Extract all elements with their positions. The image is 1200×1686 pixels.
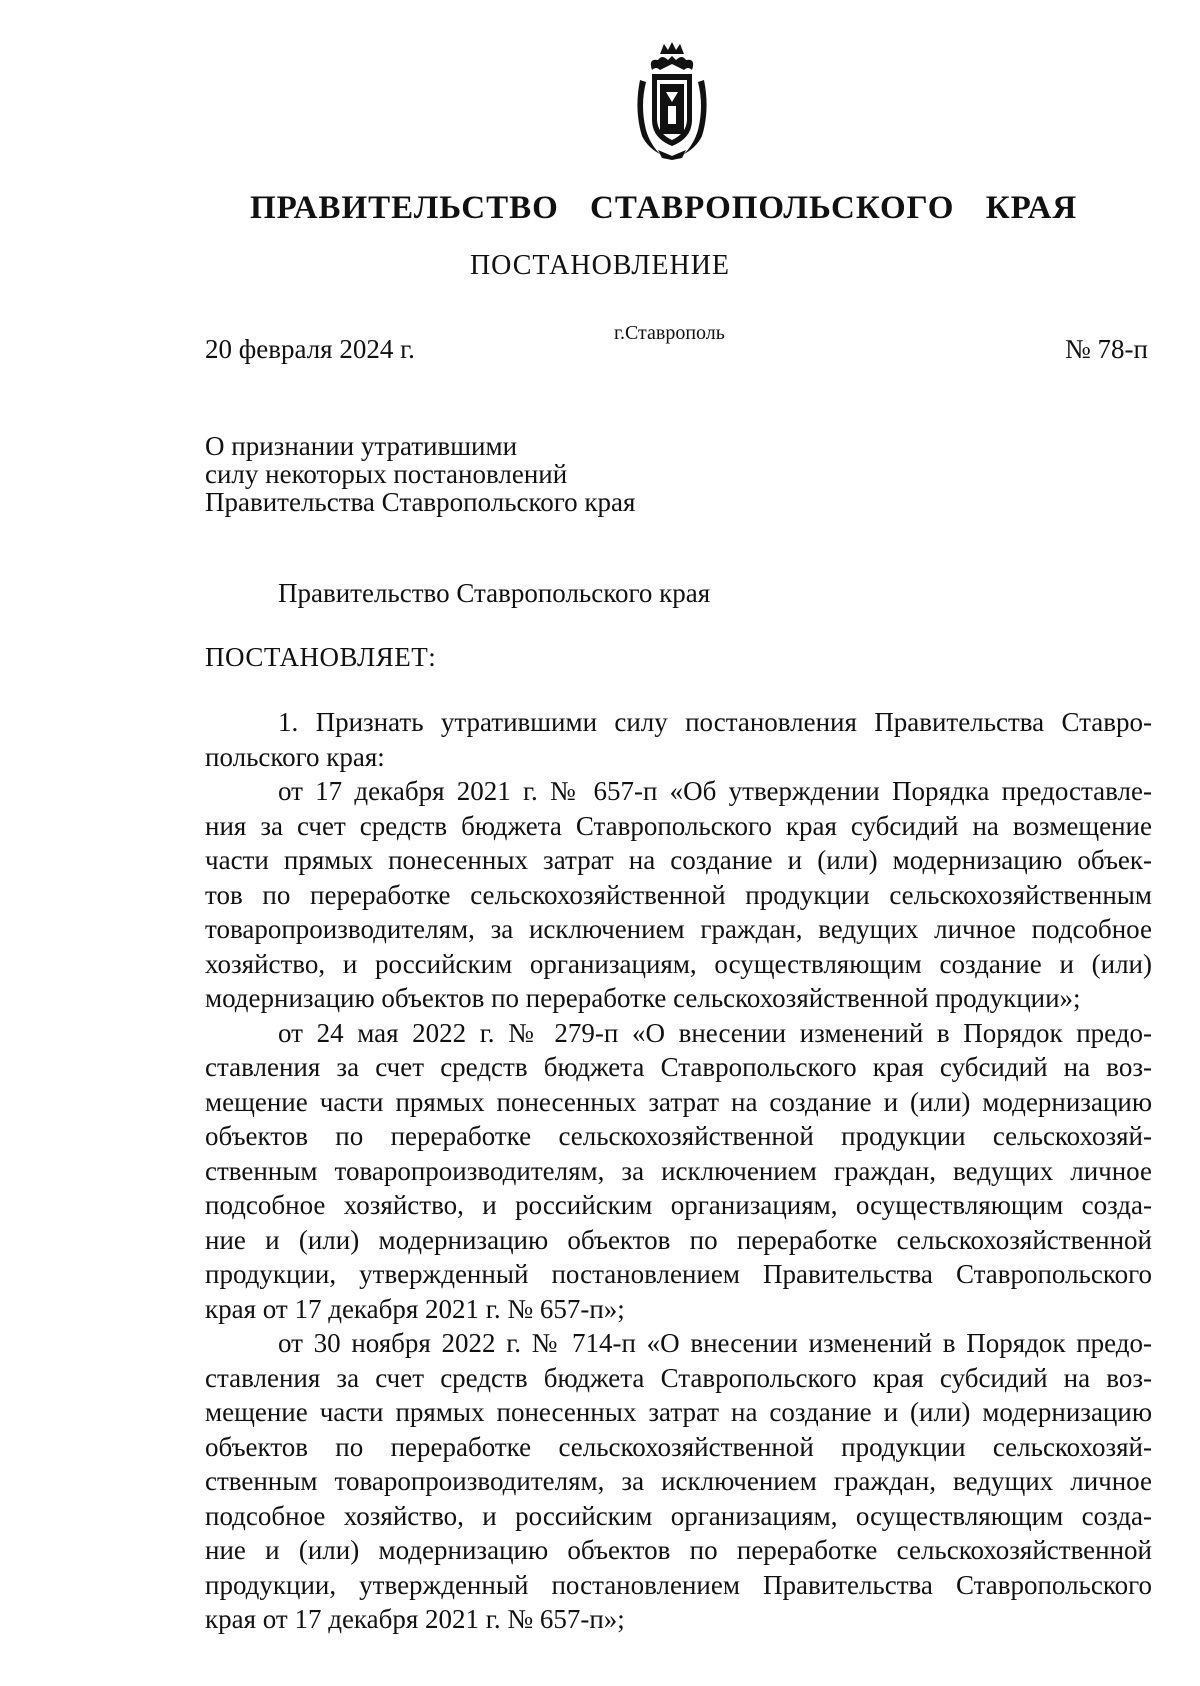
body-line: мещение части прямых понесенных затрат на создание и (или) модернизацию [205,1086,1152,1117]
document-city: г.Ставрополь [614,322,725,344]
body-line: края от 17 декабря 2021 г. № 657-п»; [205,1293,625,1324]
body-line: объектов по переработке сельскохозяйственной продукции сельскохозяй- [205,1121,1152,1151]
body-line: подсобное хозяйство, и российским организациям, осуществляющим созда- [205,1190,1152,1220]
body-line: модернизацию объектов по переработке сельскохозяйственной продукции»; [205,983,1081,1013]
body-line: продукции, утвержденный постановлением Правительства Ставропольского [205,1259,1152,1289]
body-line: мещение части прямых понесенных затрат на создание и (или) модернизацию [205,1397,1152,1427]
subject-line: Правительства Ставропольского края [205,487,636,517]
document-date: 20 февраля 2024 г. [205,334,415,364]
subject-line: О признании утратившими [205,431,518,461]
body-line: ставления за счет средств бюджета Ставропольского края субсидий на воз- [205,1052,1152,1082]
body-line: хозяйство, и российским организациям, осуществляющим создание и (или) [205,948,1152,979]
body-line: товаропроизводителям, за исключением граждан, ведущих личное подсобное [205,914,1152,944]
body-line: ние и (или) модернизацию объектов по переработке сельскохозяйственной [205,1535,1152,1565]
body-line: тов по переработке сельскохозяйственной продукции сельскохозяйственным [205,879,1152,910]
decree-word: ПОСТАНОВЛЯЕТ: [205,642,437,672]
document-body [205,705,1152,1637]
government-title: ПРАВИТЕЛЬСТВО СТАВРОПОЛЬСКОГО КРАЯ [250,190,1078,226]
body-line: 1. Признать утратившими силу постановления Правительства Ставро- [278,707,1152,737]
coat-of-arms-icon [630,40,714,160]
document-number: № 78-п [1065,334,1148,364]
preamble: Правительство Ставропольского края [278,578,711,608]
document-subject [205,432,635,516]
body-line: ния за счет средств бюджета Ставропольского края субсидий на возмещение [205,810,1152,841]
body-line: ставления за счет средств бюджета Ставропольского края субсидий на воз- [205,1362,1152,1393]
document-type: ПОСТАНОВЛЕНИЕ [469,250,731,281]
body-line: ственным товаропроизводителям, за исключением граждан, ведущих личное [205,1466,1152,1496]
body-line: польского края: [205,741,385,772]
body-line: края от 17 декабря 2021 г. № 657-п»; [205,1604,625,1634]
body-line: части прямых понесенных затрат на создание и (или) модернизацию объек- [205,845,1152,875]
body-line: объектов по переработке сельскохозяйственной продукции сельскохозяй- [205,1431,1152,1462]
body-line: от 24 мая 2022 г. № 279-п «О внесении изменений в Порядок предо- [278,1017,1152,1048]
subject-line: силу некоторых постановлений [205,459,568,489]
body-line: ственным товаропроизводителям, за исключением граждан, ведущих личное [205,1155,1152,1186]
body-line: от 30 ноября 2022 г. № 714-п «О внесении изменений в Порядок предо- [278,1328,1152,1358]
body-line: подсобное хозяйство, и российским организациям, осуществляющим созда- [205,1500,1152,1531]
body-line: ние и (или) модернизацию объектов по переработке сельскохозяйственной [205,1224,1152,1255]
body-line: от 17 декабря 2021 г. № 657-п «Об утверждении Порядка предоставле- [278,776,1152,806]
body-line: продукции, утвержденный постановлением Правительства Ставропольского [205,1569,1152,1600]
